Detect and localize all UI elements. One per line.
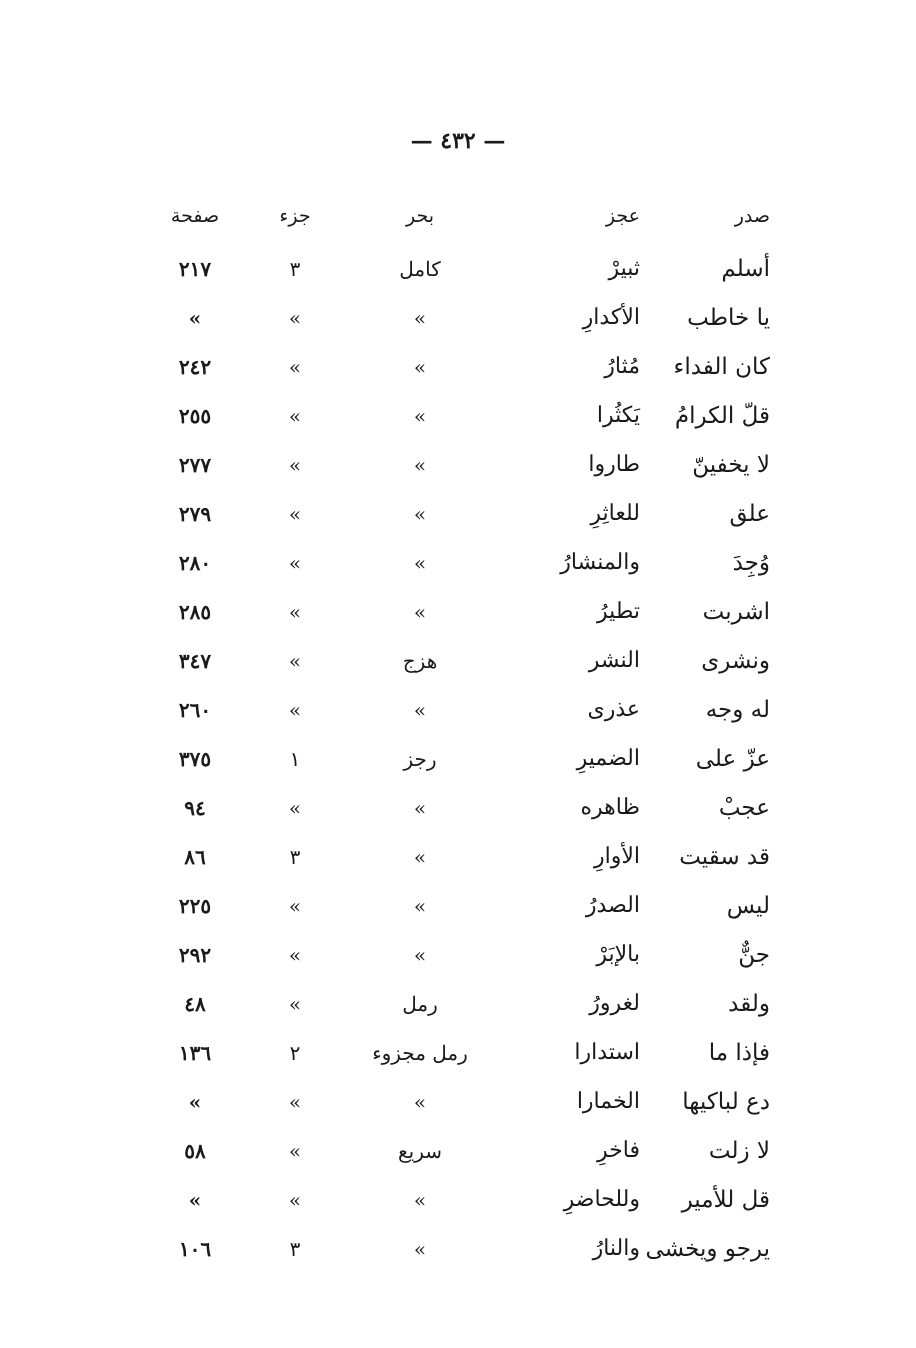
table-row xyxy=(150,1224,770,1273)
cell-ajz: يَكثُرا xyxy=(596,403,640,428)
cell-sadr: وُجِدَ xyxy=(732,549,770,576)
cell-sadr: لا يخفينّ xyxy=(692,451,770,478)
cell-juz: ٣ xyxy=(289,256,301,281)
page-number: — ٤٣٢ — xyxy=(410,128,506,154)
cell-page: ٢٩٢ xyxy=(178,942,212,967)
cell-ajz: طاروا xyxy=(588,452,640,477)
cell-ajz: مُثارُ xyxy=(604,354,640,379)
cell-bahr: » xyxy=(413,795,427,820)
cell-sadr: ليس xyxy=(726,892,770,919)
cell-juz: » xyxy=(288,991,302,1016)
cell-page: ١٣٦ xyxy=(178,1040,212,1065)
table-row xyxy=(150,685,770,734)
cell-bahr: هزج xyxy=(402,648,438,673)
cell-page: ٢٨٠ xyxy=(178,550,212,575)
cell-bahr: » xyxy=(413,1187,427,1212)
cell-bahr: » xyxy=(413,305,427,330)
table-row xyxy=(150,587,770,636)
cell-juz: ١ xyxy=(289,746,301,771)
cell-ajz: الصدرُ xyxy=(585,893,640,918)
cell-juz: » xyxy=(288,648,302,673)
cell-page: ٣٤٧ xyxy=(178,648,212,673)
table-row xyxy=(150,734,770,783)
cell-bahr: » xyxy=(413,844,427,869)
cell-bahr: » xyxy=(413,354,427,379)
cell-bahr: » xyxy=(413,697,427,722)
cell-juz: » xyxy=(288,942,302,967)
cell-bahr: » xyxy=(413,1089,427,1114)
cell-page: » xyxy=(188,305,202,330)
table-row xyxy=(150,1126,770,1175)
cell-page: ٢٥٥ xyxy=(178,403,212,428)
table-body xyxy=(150,244,770,1273)
cell-sadr: يرجو ويخشى xyxy=(645,1235,770,1262)
header-page: صفحة xyxy=(170,205,220,227)
cell-ajz: الأكدارِ xyxy=(582,305,640,330)
cell-page: ٢٤٢ xyxy=(178,354,212,379)
table-row xyxy=(150,342,770,391)
cell-juz: » xyxy=(288,354,302,379)
cell-juz: » xyxy=(288,550,302,575)
table-row xyxy=(150,930,770,979)
cell-page: » xyxy=(188,1187,202,1212)
header-juz: جزء xyxy=(279,205,311,227)
cell-juz: » xyxy=(288,697,302,722)
cell-sadr: له وجه xyxy=(705,696,770,723)
cell-page: ١٠٦ xyxy=(178,1236,212,1261)
cell-page: ٢٧٩ xyxy=(178,501,212,526)
cell-bahr: » xyxy=(413,1236,427,1261)
table-row xyxy=(150,832,770,881)
table-row xyxy=(150,979,770,1028)
cell-bahr: رمل xyxy=(402,991,438,1016)
cell-sadr: علق xyxy=(729,500,770,527)
cell-bahr: كامل xyxy=(399,256,441,281)
cell-bahr: رمل مجزوء xyxy=(372,1040,468,1065)
cell-sadr: اشربت xyxy=(702,598,770,625)
cell-sadr: عجبْ xyxy=(718,794,770,821)
cell-ajz: استدارا xyxy=(574,1040,640,1065)
table-row xyxy=(150,293,770,342)
cell-page: ٢١٧ xyxy=(178,256,212,281)
cell-ajz: الضميرِ xyxy=(576,746,640,771)
cell-sadr: كان الفداء xyxy=(673,353,770,380)
cell-juz: » xyxy=(288,452,302,477)
cell-ajz: ثبيرْ xyxy=(608,256,640,281)
table-row xyxy=(150,391,770,440)
table-row xyxy=(150,636,770,685)
cell-ajz: عذرى xyxy=(587,697,640,722)
table-row xyxy=(150,783,770,832)
table-row xyxy=(150,1077,770,1126)
cell-ajz: تطيرُ xyxy=(597,599,640,624)
cell-sadr: دع لباكيها xyxy=(682,1088,770,1115)
cell-sadr: ونشرى xyxy=(701,647,770,674)
cell-ajz: الأوارِ xyxy=(593,844,640,869)
cell-page: ٩٤ xyxy=(184,795,206,820)
header-sadr: صدر xyxy=(734,205,770,227)
cell-juz: ٣ xyxy=(289,1236,301,1261)
cell-bahr: » xyxy=(413,452,427,477)
cell-bahr: » xyxy=(413,893,427,918)
table-row xyxy=(150,881,770,930)
cell-juz: ٣ xyxy=(289,844,301,869)
cell-page: ٨٦ xyxy=(184,844,206,869)
cell-sadr: قلّ الكرامُ xyxy=(674,402,770,429)
cell-sadr: ولقد xyxy=(728,990,770,1017)
cell-juz: » xyxy=(288,893,302,918)
cell-sadr: فإذا ما xyxy=(708,1039,770,1066)
cell-ajz: وللحاضرِ xyxy=(563,1187,640,1212)
table-row xyxy=(150,538,770,587)
cell-ajz: فاخرِ xyxy=(597,1138,640,1163)
cell-bahr: رجز xyxy=(403,746,437,771)
cell-sadr: قد سقيت xyxy=(679,843,770,870)
cell-ajz: لغرورُ xyxy=(589,991,640,1016)
cell-page: » xyxy=(188,1089,202,1114)
cell-bahr: » xyxy=(413,599,427,624)
table-row xyxy=(150,440,770,489)
table-row xyxy=(150,1028,770,1077)
cell-ajz: النشر xyxy=(588,648,640,673)
cell-page: ٢٦٠ xyxy=(178,697,212,722)
cell-ajz: والنارُ xyxy=(592,1236,640,1261)
cell-page: ٢٧٧ xyxy=(178,452,212,477)
header-row xyxy=(150,188,770,244)
cell-sadr: عزّ على xyxy=(695,745,770,772)
table-row xyxy=(150,1175,770,1224)
cell-ajz: للعاثِرِ xyxy=(590,501,640,526)
cell-bahr: » xyxy=(413,403,427,428)
table-row xyxy=(150,244,770,293)
cell-juz: » xyxy=(288,305,302,330)
cell-page: ٥٨ xyxy=(184,1138,206,1163)
cell-juz: » xyxy=(288,403,302,428)
cell-page: ٤٨ xyxy=(184,991,206,1016)
cell-sadr: لا زلت xyxy=(708,1137,770,1164)
cell-bahr: » xyxy=(413,942,427,967)
cell-juz: » xyxy=(288,1138,302,1163)
cell-juz: » xyxy=(288,501,302,526)
cell-ajz: والمنشارُ xyxy=(560,550,640,575)
cell-juz: » xyxy=(288,1089,302,1114)
header-bahr: بحر xyxy=(405,205,435,227)
cell-ajz: الخمارا xyxy=(576,1089,640,1114)
cell-juz: » xyxy=(288,795,302,820)
cell-ajz: ظاهره xyxy=(580,795,640,820)
cell-ajz: بالإبَرْ xyxy=(596,942,640,967)
poetry-index-table xyxy=(150,188,770,1273)
cell-sadr: جنٌّ xyxy=(738,941,770,968)
cell-juz: ٢ xyxy=(289,1040,301,1065)
header-ajz: عجز xyxy=(605,205,640,227)
cell-juz: » xyxy=(288,599,302,624)
cell-bahr: » xyxy=(413,501,427,526)
cell-page: ٣٧٥ xyxy=(178,746,212,771)
cell-page: ٢٢٥ xyxy=(178,893,212,918)
cell-juz: » xyxy=(288,1187,302,1212)
cell-sadr: يا خاطب xyxy=(687,304,770,331)
cell-sadr: قل للأمير xyxy=(681,1186,770,1213)
cell-bahr: سريع xyxy=(397,1138,442,1163)
cell-sadr: أسلم xyxy=(721,255,770,282)
table-row xyxy=(150,489,770,538)
cell-bahr: » xyxy=(413,550,427,575)
cell-page: ٢٨٥ xyxy=(178,599,212,624)
